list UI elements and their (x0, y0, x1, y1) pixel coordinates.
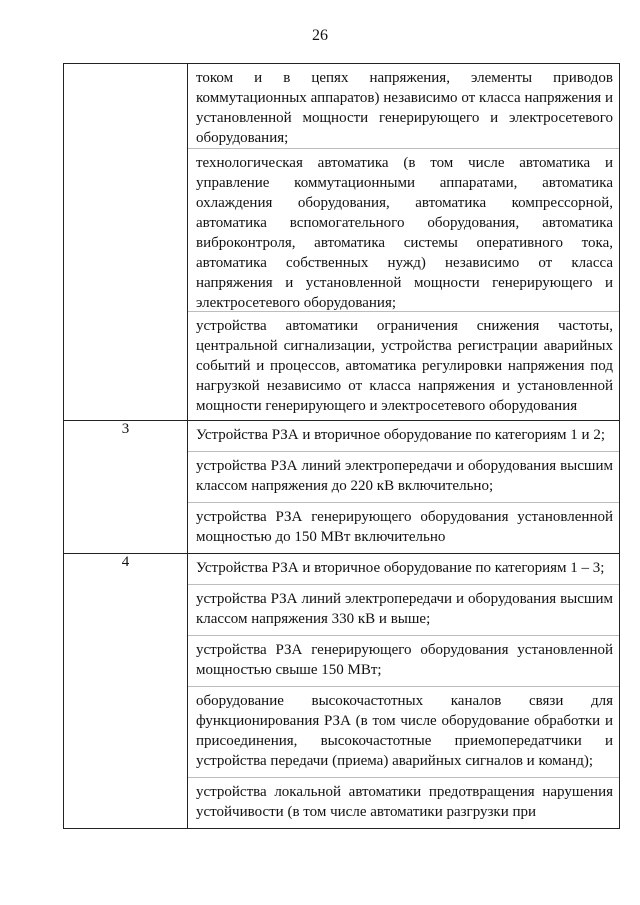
paragraph: устройства РЗА линий электропередачи и оборудования высшим классом напряжения до 220 кВ включительно; (188, 451, 619, 502)
paragraph: Устройства РЗА и вторичное оборудование по категориям 1 и 2; (196, 427, 605, 443)
paragraph: устройства РЗА генерирующего оборудования установленной мощностью свыше 150 МВт; (188, 635, 619, 686)
paragraph: устройства автоматики ограничения снижения частоты, центральной сигнализации, устройства регистрации аварийных событий и процессов, автоматика регулировки напряжения под нагрузкой независимо от класса напряжения и установленной мощности генерирующего и электросетевого оборудования (188, 311, 619, 420)
equipment-category-table (63, 63, 620, 829)
row-number-cell: 3 (64, 421, 188, 554)
table-row (64, 421, 620, 554)
row-content-cell (188, 554, 620, 829)
table-row (64, 554, 620, 829)
paragraph: технологическая автоматика (в том числе автоматика и управление коммутационными аппаратами, автоматика охлаждения оборудования, автоматика компрессорной, автоматика вспомогательного оборудования, автоматика виброконтроля, автоматика системы оперативного тока, автоматика собственных нужд) независимо от класса напряжения и установленной мощности генерирующего и электросетевого оборудования; (188, 148, 619, 311)
paragraph: Устройства РЗА и вторичное оборудование по категориям 1 – 3; (196, 560, 605, 576)
paragraph: устройства РЗА генерирующего оборудования установленной мощностью до 150 МВт включительно (188, 502, 619, 553)
paragraph: устройства локальной автоматики предотвращения нарушения устойчивости (в том числе автоматики разгрузки при (188, 777, 619, 828)
row-content-cell (188, 64, 620, 421)
page-number: 26 (312, 27, 328, 44)
row-content-cell (188, 421, 620, 554)
paragraph: оборудование высокочастотных каналов связи для функционирования РЗА (в том числе оборудование обработки и присоединения, высокочастотные приемопередатчики и устройства передачи (приема) аварийных сигналов и команд); (188, 686, 619, 777)
paragraph: устройства РЗА линий электропередачи и оборудования высшим классом напряжения 330 кВ и выше; (188, 584, 619, 635)
row-number-cell: 4 (64, 554, 188, 829)
paragraph: током и в цепях напряжения, элементы приводов коммутационных аппаратов) независимо от класса напряжения и установленной мощности генерирующего и электросетевого оборудования; (196, 70, 613, 146)
row-number-cell (64, 64, 188, 421)
table-row (64, 64, 620, 421)
